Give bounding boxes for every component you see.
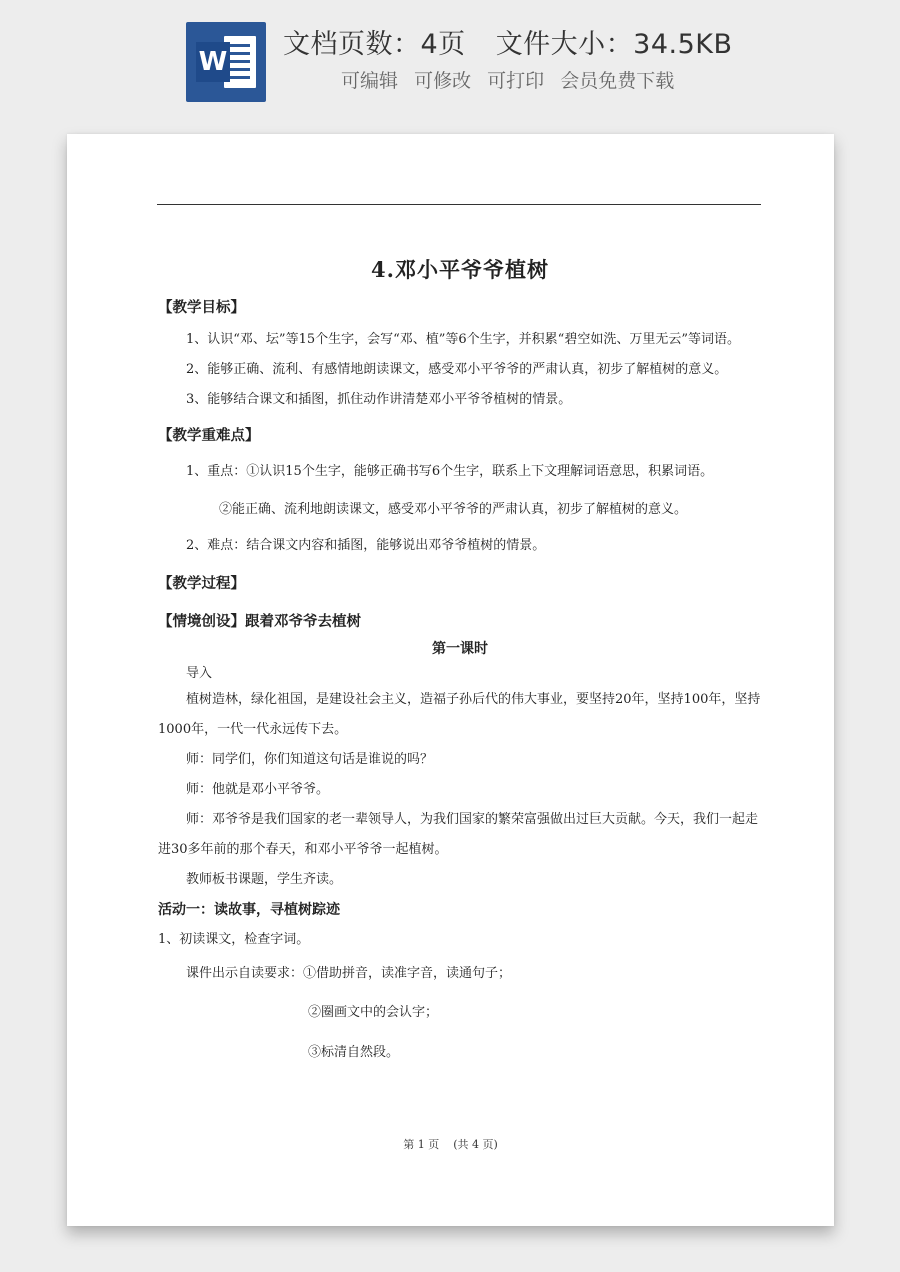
word-logo-letter: W [196,42,230,82]
difficulty-item: 2、难点：结合课文内容和插图，能够说出邓爷爷植树的情景。 [186,538,546,553]
activity-line: 1、初读课文，检查字词。 [158,932,310,947]
document-title: 4.邓小平爷爷植树 [371,257,549,282]
file-size-label: 文件大小：34.5KB [495,29,733,60]
file-info-title [283,22,733,61]
header-banner [0,0,900,118]
intro-line: 师：邓爷爷是我们国家的老一辈领导人，为我们国家的繁荣富强做出过巨大贡献。今天，我们一起走进30多年前的那个春天，和邓小平爷爷一起植树。 [158,812,759,857]
intro-line: 师：他就是邓小平爷爷。 [186,782,330,797]
goals-heading: 【教学目标】 [158,300,245,316]
goal-item: 2、能够正确、流利、有感情地朗读课文，感受邓小平爷爷的严肃认真，初步了解植树的意义。 [186,362,728,377]
feature-list [341,66,674,93]
document-page [67,134,834,1226]
intro-line: 教师板书课题，学生齐读。 [186,872,343,887]
activity-line: 课件出示自读要求：①借助拼音，读准字音，读通句子； [186,966,512,981]
process-heading: 【教学过程】 [158,576,245,592]
word-document-icon [186,22,266,102]
document-body [158,254,762,1073]
goal-item: 1、认识“邓、坛”等15个生字，会写“邓、植”等6个生字，并积累“碧空如洗、万里无云”等词语。 [186,332,740,347]
scene-heading: 【情境创设】跟着邓爷爷去植树 [158,614,361,630]
intro-line: 师：同学们，你们知道这句话是谁说的吗？ [186,752,434,767]
feature-editable: 可编辑 [341,70,399,92]
key-point-item: ②能正确、流利地朗读课文，感受邓小平爷爷的严肃认真，初步了解植树的意义。 [219,502,688,517]
feature-modifiable: 可修改 [414,70,472,92]
header-rule [157,204,761,205]
intro-line: 植树造林，绿化祖国，是建设社会主义，造福子孙后代的伟大事业，要坚持20年，坚持100年，坚持1000年，一代一代永远传下去。 [158,692,761,737]
page-count-label: 文档页数：4页 [283,29,466,60]
page-footer: 第 1 页 (共 4 页) [403,1138,498,1151]
activity-heading: 活动一：读故事，寻植树踪迹 [158,902,340,918]
activity-line: ②圈画文中的会认字； [308,1005,439,1020]
feature-member-download: 会员免费下载 [560,70,675,92]
feature-printable: 可打印 [487,70,545,92]
key-points-heading: 【教学重难点】 [158,428,260,444]
intro-line: 导入 [186,666,213,681]
goal-item: 3、能够结合课文和插图，抓住动作讲清楚邓小平爷爷植树的情景。 [186,392,572,407]
activity-line: ③标清自然段。 [308,1045,400,1060]
key-point-item: 1、重点：①认识15个生字，能够正确书写6个生字，联系上下文理解词语意思，积累词语。 [186,464,714,479]
lesson-label: 第一课时 [432,641,488,657]
